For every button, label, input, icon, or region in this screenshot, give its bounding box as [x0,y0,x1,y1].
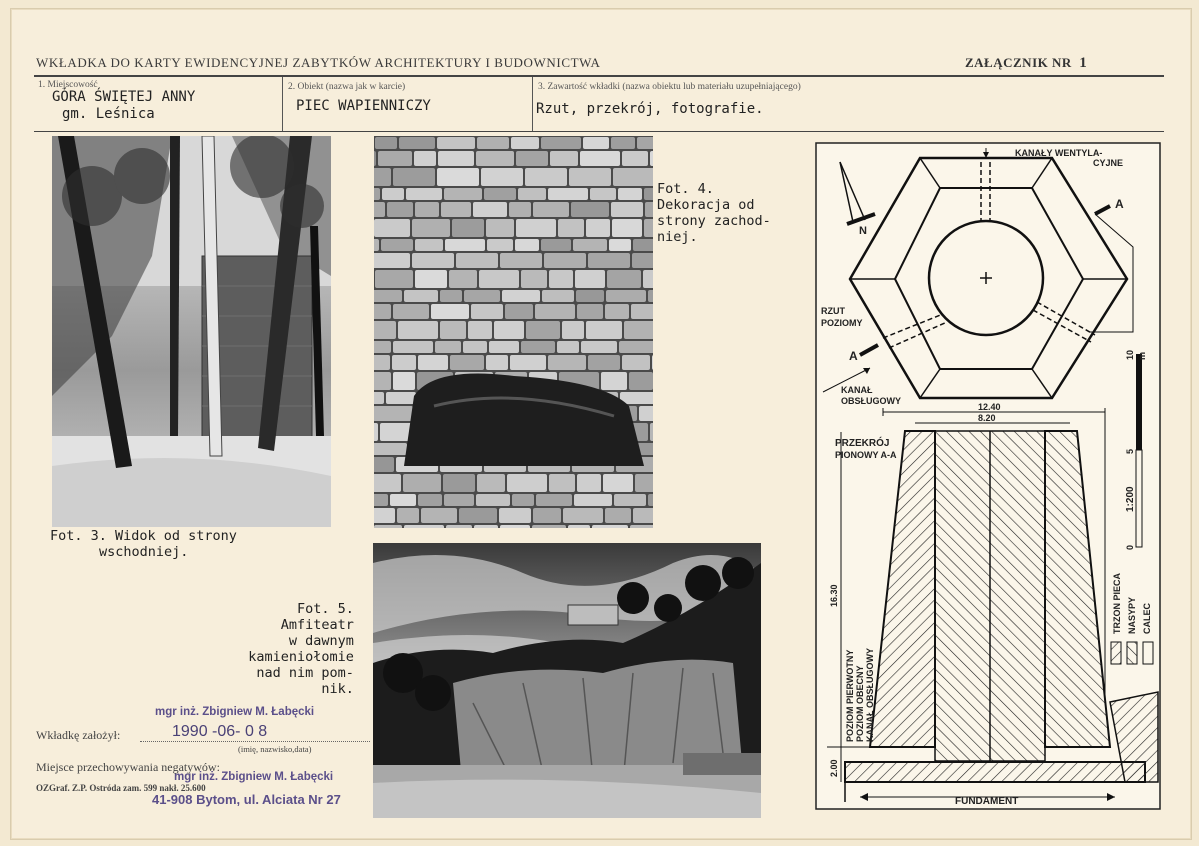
wall-stone [611,137,635,149]
wall-stone [437,168,479,186]
photo-3-forest [52,136,331,527]
founded-date-stamp: 1990 -06- 0 8 [172,723,268,740]
wall-stone [415,270,447,288]
wall-stone [374,474,401,492]
wall-stone [456,253,498,268]
wall-stone [588,253,630,268]
wall-stone [568,525,590,528]
field-3-label: 3. Zawartość wkładki (nazwa obiektu lub materiału uzupełniającego) [538,82,801,92]
founded-hint: (imię, nazwisko,data) [238,744,312,754]
vert-label-2: POZIOM OBECNY [855,665,865,742]
wall-stone [609,239,631,251]
wall-stone [473,202,507,217]
wall-stone [471,304,503,319]
wall-stone [505,304,533,319]
wall-stone [441,202,471,217]
label-plan-2: POZIOMY [821,318,863,328]
wall-stone [542,290,574,302]
wall-stone [500,525,530,528]
wall-stone [374,341,391,353]
scale-bar [1136,354,1142,547]
wall-stone [618,188,642,200]
wall-stone [541,239,571,251]
dim-inner: 8.20 [978,413,996,423]
wall-stone [375,270,413,288]
wall-stone [393,168,435,186]
wall-stone [438,151,474,166]
card-title: WKŁADKA DO KARTY EWIDENCYJNEJ ZABYTKÓW ARCHITEKTURY I BUDOWNICTWA [36,55,601,70]
wall-stone [374,508,395,523]
wall-stone [633,239,653,251]
wall-stone [557,341,579,353]
wall-stone [516,219,556,237]
scale-10: 10 [1125,349,1135,360]
label-vent: KANAŁY WENTYLA- [1015,148,1103,158]
label-channel-1: KANAŁ [841,385,873,395]
wall-stone [512,494,534,506]
scale-ratio: 1:200 [1125,486,1136,512]
storage-stamp-line-2: 41-908 Bytom, ul. Alciata Nr 27 [152,792,341,807]
wall-stone [644,219,653,237]
dim-height: 16.30 [829,584,839,607]
wall-stone [532,525,566,528]
wall-stone [619,341,653,353]
legend-nasypy: NASYPY [1127,596,1137,634]
wall-stone [571,202,609,217]
wall-stone [536,494,572,506]
wall-stone [382,188,404,200]
wall-stone [499,508,531,523]
wall-stone [386,392,416,404]
wall-stone [644,188,653,200]
wall-stone [533,202,569,217]
wall-stone [415,202,439,217]
wall-stone [484,188,516,200]
wall-stone [444,494,474,506]
wall-stone [440,321,466,339]
wall-stone [629,372,653,390]
wall-stone [548,188,588,200]
scale-0: 0 [1125,544,1135,550]
wall-stone [412,253,454,268]
wall-stone [509,202,531,217]
wall-stone [392,355,416,370]
annex-label [965,55,1087,72]
wall-stone [507,474,547,492]
wall-stone [390,494,416,506]
caption-fot-5-line-2: Amfiteatr [280,617,354,633]
wall-stone [477,137,509,149]
scale-unit: m [1137,351,1147,360]
wall-stone [476,151,514,166]
photo-5-quarry [373,543,761,818]
wall-stone [605,508,631,523]
annex-number: 1 [1079,55,1088,71]
wall-stone [437,137,475,149]
wall-stone [632,253,653,268]
wall-stone [443,474,475,492]
wall-stone [374,321,396,339]
wall-stone [515,239,539,251]
kiln-technical-drawing [815,142,1161,810]
wall-stone [652,355,653,370]
wall-stone [374,188,380,200]
legend-calec: CALEC [1142,603,1152,634]
field-3-value: Rzut, przekrój, fotografie. [536,101,764,117]
wall-stone [444,188,482,200]
wall-stone [406,188,442,200]
wall-stone [435,341,461,353]
wall-stone [637,137,653,149]
print-info: OZGraf. Z.P. Ostróda zam. 599 nakł. 25.600 [36,783,206,793]
wall-stone [586,321,622,339]
wall-stone [605,304,629,319]
wall-stone [535,304,575,319]
author-stamp: mgr inż. Zbigniew M. Łabęcki [155,706,315,718]
wall-stone [403,474,441,492]
wall-stone [620,392,653,404]
wall-stone [378,151,412,166]
wall-stone [431,304,469,319]
wall-stone [474,525,498,528]
label-north: N [859,225,867,237]
wall-stone [399,137,435,149]
wall-stone [393,341,433,353]
vert-label-1: POZIOM PIERWOTNY [845,649,855,742]
wall-stone [521,270,547,288]
wall-stone [588,355,620,370]
wall-stone [533,508,561,523]
wall-stone [643,270,653,288]
wall-stone [404,525,444,528]
wall-stone [521,341,555,353]
wall-stone [573,239,607,251]
wall-stone [404,290,438,302]
wall-stone [650,423,653,441]
wall-stone [586,219,610,237]
wall-stone [622,355,650,370]
wall-stone [611,202,643,217]
storage-stamp-line-1: mgr inż. Zbigniew M. Łabęcki [174,771,334,783]
wall-stone [516,151,548,166]
wall-stone [374,151,376,166]
dim-base: 2.00 [829,759,839,777]
caption-fot-5-line-1: Fot. 5. [297,601,354,617]
wall-stone [510,355,546,370]
wall-stone [550,151,578,166]
wall-stone [614,494,646,506]
caption-fot-4-line-2: Dekoracja od [657,197,755,213]
wall-stone [449,270,477,288]
wall-stone [601,372,627,390]
wall-stone [374,304,391,319]
wall-stone [487,239,513,251]
wall-stone [481,168,523,186]
caption-fot-4-line-1: Fot. 4. [657,181,714,197]
field-divider-2 [532,77,533,131]
label-a-top: A [1115,197,1124,211]
wall-stone [414,151,436,166]
wall-stone [558,219,584,237]
storage-label: Miejsce przechowywania negatywów: [36,760,220,774]
wall-stone [393,372,415,390]
wall-stone [374,457,394,472]
wall-stone [418,494,442,506]
wall-stone [374,355,390,370]
photo-4-stone-wall [374,136,653,528]
annex-label-text: ZAŁĄCZNIK NR [965,55,1072,70]
wall-stone [374,494,388,506]
wall-stone [576,290,604,302]
wall-stone [374,392,384,404]
wall-stone [418,355,448,370]
wall-stone [592,525,628,528]
wall-stone [374,406,413,421]
caption-fot-5-line-3: w dawnym [288,633,354,649]
wall-stone [613,168,653,186]
wall-stone [374,219,410,237]
wall-stone [502,290,540,302]
wall-stone [374,239,379,251]
wall-stone [381,239,413,251]
wall-stone [489,341,519,353]
wall-stone [494,321,524,339]
wall-stone [635,474,653,492]
wall-stone [630,525,653,528]
wall-stone [549,474,575,492]
caption-fot-4-line-3: strony zachod- [657,213,771,229]
wall-stone [541,137,581,149]
label-foundation: FUNDAMENT [955,796,1019,807]
wall-stone [633,508,653,523]
caption-fot-5-line-4: kamieniołomie [248,649,354,665]
field-1-label: 1. Miejscowość [38,80,98,90]
wall-stone [580,151,620,166]
header-rule [34,75,1164,77]
wall-stone [446,525,472,528]
wall-stone [648,494,653,506]
label-channel-2: OBSŁUGOWY [841,396,901,406]
wall-stone [486,355,508,370]
wall-stone [583,137,609,149]
field-2-label: 2. Obiekt (nazwa jak w karcie) [288,82,406,92]
wall-stone [577,474,601,492]
wall-stone [526,321,560,339]
caption-fot-4 [657,181,771,245]
wall-stone [374,423,378,441]
wall-stone [421,508,457,523]
wall-stone [622,151,648,166]
wall-stone [479,270,519,288]
wall-stone [639,406,653,421]
caption-fot-3-line-2: wschodniej. [99,544,189,560]
wall-stone [374,253,410,268]
wall-stone [374,290,402,302]
wall-stone [544,253,586,268]
wall-stone [459,508,497,523]
wall-stone [603,474,633,492]
wall-stone [549,270,573,288]
wall-stone [606,290,646,302]
wall-stone [500,253,542,268]
wall-stone [518,188,546,200]
wall-stone [463,341,487,353]
wall-stone [650,151,653,166]
wall-stone [468,321,492,339]
founded-label: Wkładkę założył: [36,728,121,742]
wall-stone [607,270,641,288]
wall-stone [374,443,407,455]
wall-stone [398,321,438,339]
wall-stone [569,168,611,186]
wall-stone [412,219,450,237]
wall-stone [577,304,603,319]
scale-5: 5 [1125,448,1135,454]
caption-fot-4-line-4: niej. [657,229,698,245]
wall-stone [563,508,603,523]
wall-stone [450,355,484,370]
wall-stone [464,290,500,302]
wall-stone [511,137,539,149]
wall-stone [374,372,391,390]
field-1-value-2: gm. Leśnica [62,106,155,122]
caption-fot-5-line-6: nik. [321,681,354,697]
dim-top: 12.40 [978,402,1001,412]
caption-fot-3 [50,528,237,560]
caption-fot-5-line-5: nad nim pom- [256,665,354,681]
wall-stone [445,239,485,251]
wall-stone [612,219,642,237]
label-section-1: PRZEKRÓJ [835,438,890,449]
wall-stone [631,304,653,319]
fields-rule [34,131,1164,132]
wall-stone [525,168,567,186]
wall-stone [452,219,484,237]
wall-stone [624,321,653,339]
label-section-2: PIONOWY A-A [835,450,897,460]
wall-stone [575,270,605,288]
wall-stone [476,494,510,506]
caption-fot-5 [243,601,354,697]
wall-stone [415,239,443,251]
wall-stone [397,508,419,523]
wall-stone [590,188,616,200]
field-1-value: GÓRA ŚWIĘTEJ ANNY [52,89,196,105]
wall-stone [581,341,617,353]
wall-stone [387,202,413,217]
field-divider-1 [282,77,283,131]
wall-stone [574,494,612,506]
field-2-value: PIEC WAPIENNICZY [296,98,431,114]
wall-stone [486,219,514,237]
wall-stone [393,304,429,319]
wall-stone [562,321,584,339]
label-plan-1: RZUT [821,306,845,316]
wall-stone [477,474,505,492]
wall-stone [375,137,397,149]
wall-stone [374,168,391,186]
vert-label-3: KANAŁ OBSŁUGOWY [865,648,875,742]
wall-stone [645,202,653,217]
founded-dotted-line [140,741,370,742]
wall-stone [374,525,402,528]
label-vent-2: CYJNE [1093,158,1124,168]
wall-stone [440,290,462,302]
wall-stone [648,290,653,302]
wall-stone [374,202,385,217]
legend-trzon: TRZON PIECA [1112,572,1122,634]
caption-fot-3-line-1: Fot. 3. Widok od strony [50,528,237,544]
wall-stone [548,355,586,370]
label-a-bottom: A [849,349,858,363]
